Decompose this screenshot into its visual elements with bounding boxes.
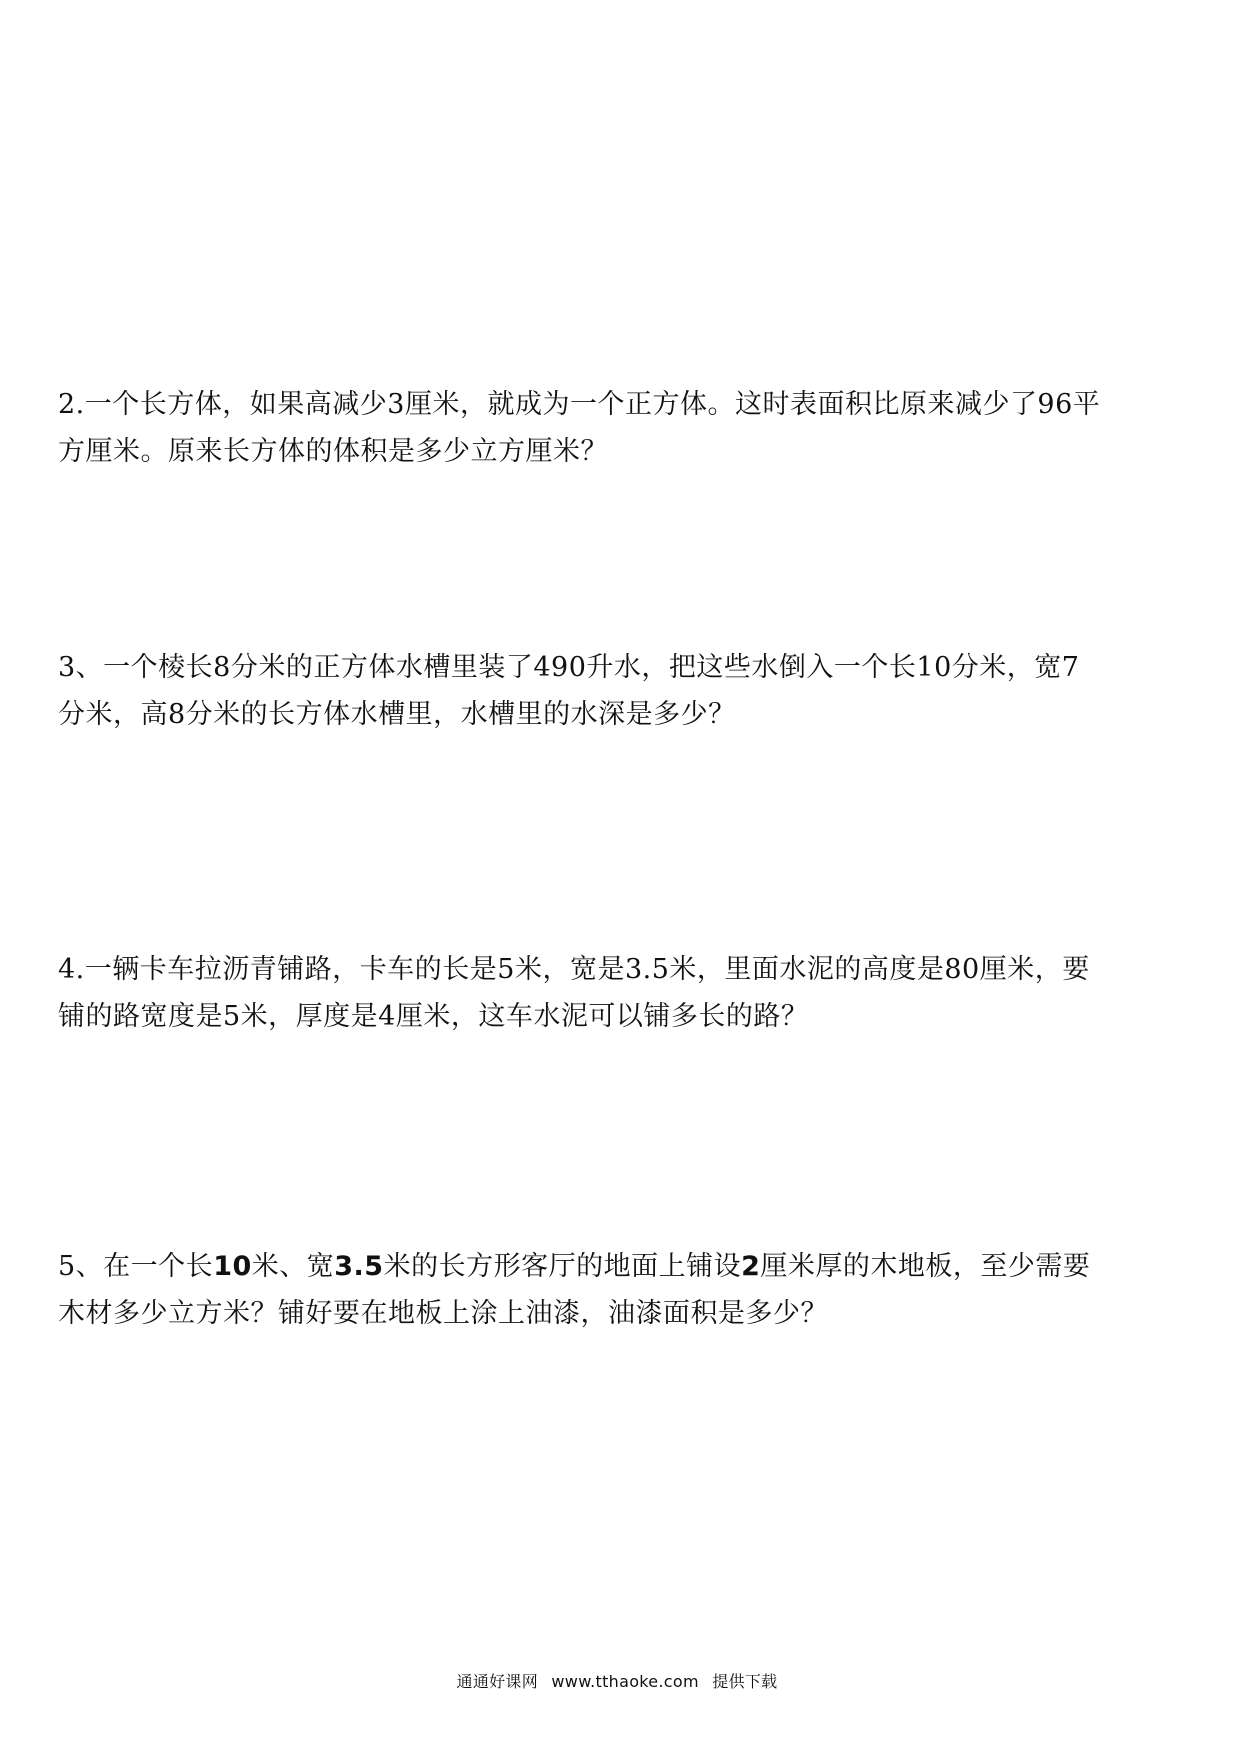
page-footer (0, 1669, 1234, 1692)
question-5-text-4: 厘米厚的木地板，至少需要 (760, 1251, 1091, 1282)
question-4-line-1: 4.一辆卡车拉沥青铺路，卡车的长是5米，宽是3.5米，里面水泥的高度是80厘米，要 (58, 954, 1090, 985)
question-2 (58, 381, 1178, 475)
question-5 (58, 1243, 1178, 1337)
footer-site-name: 通通好课网 (456, 1672, 539, 1691)
question-3-line-2: 分米，高8分米的长方体水槽里，水槽里的水深是多少？ (58, 699, 736, 730)
question-5-length-value: 10 (213, 1251, 252, 1282)
footer-url: www.tthaoke.com (551, 1672, 699, 1691)
question-5-text-1: 5、在一个长 (58, 1251, 214, 1282)
question-5-line-1 (58, 1243, 1178, 1290)
question-2-line-2: 方厘米。原来长方体的体积是多少立方厘米？ (58, 436, 608, 467)
question-3 (58, 644, 1178, 738)
question-3-line-1: 3、一个棱长8分米的正方体水槽里装了490升水，把这些水倒入一个长10分米，宽7 (58, 652, 1080, 683)
question-5-thickness-value: 2 (741, 1251, 761, 1282)
question-4-line-2: 铺的路宽度是5米，厚度是4厘米，这车水泥可以铺多长的路？ (58, 1001, 809, 1032)
question-5-line-2: 木材多少立方米？铺好要在地板上涂上油漆，油漆面积是多少？ (58, 1298, 828, 1329)
question-2-line-1: 2.一个长方体，如果高减少3厘米，就成为一个正方体。这时表面积比原来减少了96平 (58, 389, 1101, 420)
question-5-text-2: 米、宽 (251, 1251, 335, 1282)
question-5-text-3: 米的长方形客厅的地面上铺设 (383, 1251, 742, 1282)
footer-suffix: 提供下载 (712, 1672, 778, 1691)
question-4 (58, 946, 1178, 1040)
question-5-width-value: 3.5 (334, 1251, 384, 1282)
